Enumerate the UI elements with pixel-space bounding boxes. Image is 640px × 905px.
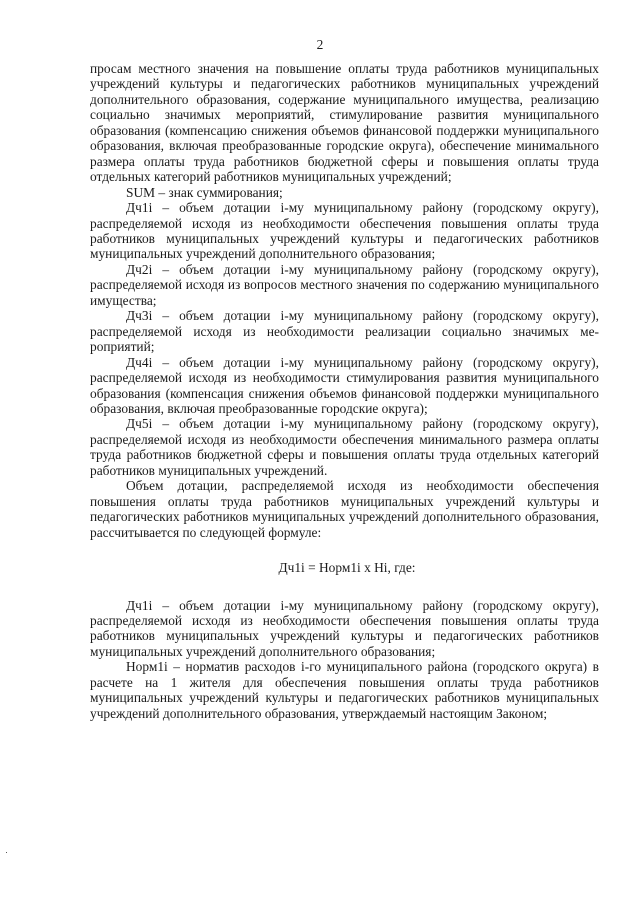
- definition-dch4: Дч4i – объем дотации i-му муниципальному району (городскому округу), распределяемой исходя из необходимости стимулирования развития муниципального образования (компенсация снижения объемов финансовой поддержки муниципального образования, включая преобразованные городские округа);: [90, 354, 599, 416]
- definition-dch1-repeat: Дч1i – объем дотации i-му муниципальному району (городскому округу), распределяемой исходя из необходимости обеспечения повышения оплаты труда работников муниципальных учреждений культуры и педагогических работников муниципальных учреждений дополнительного образования;: [90, 597, 599, 659]
- definition-dch5: Дч5i – объем дотации i-му муниципальному району (городскому округу), распределяемой исходя из необходимости обеспечения минимального размера оплаты труда работников бюджетной сферы и повышения оплаты труда отдельных категорий работников муниципальных учреждений.: [90, 416, 599, 478]
- definition-norm1: Норм1i – норматив расходов i-го муниципального района (городского округа) в расчете на 1 жителя для обеспечения повышения оплаты труда работников муниципальных учреждений культуры и педагогических работников муниципальных учреждений дополнительного образования, утверждаемый настоящим Законом;: [90, 659, 599, 721]
- page-number: 2: [316, 37, 324, 52]
- document-body: [90, 61, 599, 721]
- paragraph-formula-intro: Объем дотации, распределяемой исходя из необходимости обеспечения повышения оплаты труда работников муниципальных учреждений культуры и педагогических работников муниципальных учреждений дополнительного образования, рассчитывается по следующей формуле:: [90, 478, 599, 540]
- definition-sum: SUM – знак суммирования;: [126, 184, 283, 200]
- definition-dch3: Дч3i – объем дотации i-му муниципальному району (городскому округу), распределяемой исходя из необходимости реализации социально значимых мероприятий;: [90, 308, 599, 355]
- scan-speck: [6, 852, 7, 853]
- definition-dch1: Дч1i – объем дотации i-му муниципальному району (городскому округу), распределяемой исходя из необходимости обеспечения повышения оплаты труда работников муниципальных учреждений культуры и педагогических работников муниципальных учреждений дополнительного образования;: [90, 200, 599, 262]
- paragraph-continuation: просам местного значения на повышение оплаты труда работников муниципальных учреждений культуры и педагогических работников муниципальных учреждений дополнительного образования, содержание муниципального имущества, реализацию социально значимых мероприятий, стимулирование развития муниципального образования (компенсацию снижения объемов финансовой поддержки муниципального образования, включая преобразованные городские округа), обеспечение минимального размера оплаты труда работников бюджетной сферы и повышения оплаты труда отдельных категорий работников муниципальных учреждений;: [90, 61, 599, 185]
- definition-dch2: Дч2i – объем дотации i-му муниципальному району (городскому округу), распределяемой исходя из вопросов местного значения по содержанию муниципального имущества;: [90, 261, 599, 308]
- formula: Дч1i = Норм1i x Нi, где:: [278, 560, 416, 576]
